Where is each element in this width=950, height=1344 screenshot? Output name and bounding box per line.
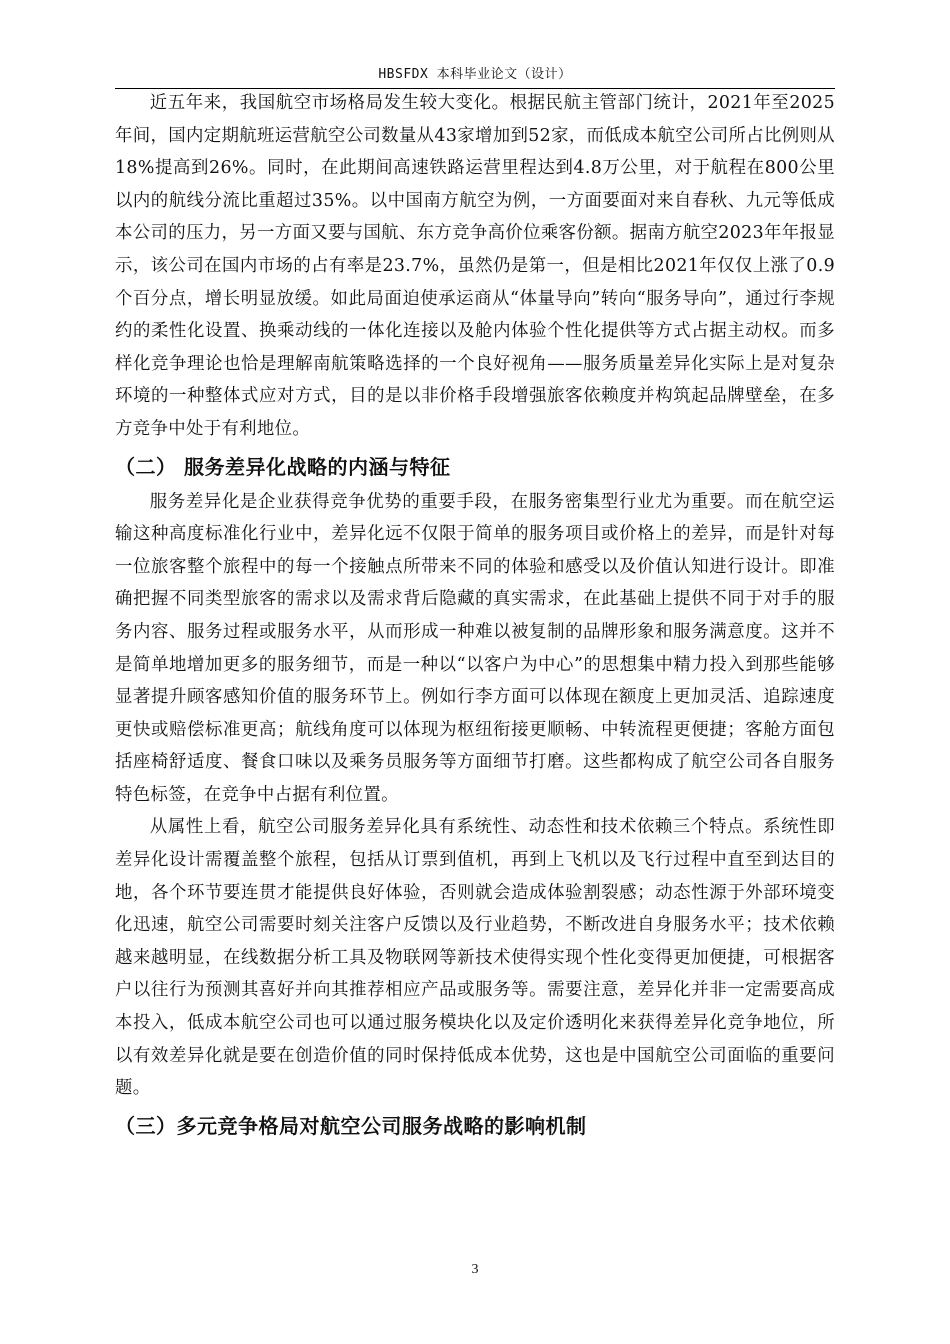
- document-body: [115, 87, 835, 1145]
- page-header: HBSFDX 本科毕业论文（设计）: [115, 66, 835, 89]
- page-number: 3: [471, 1262, 479, 1277]
- section-heading-3: （三）多元竞争格局对航空公司服务战略的影响机制: [115, 1113, 587, 1138]
- section-heading-2: （二） 服务差异化战略的内涵与特征: [115, 454, 451, 479]
- paragraph-differentiation-definition: 服务差异化是企业获得竞争优势的重要手段，在服务密集型行业尤为重要。而在航空运输这种高度标准化行业中，差异化远不仅限于简单的服务项目或价格上的差异，而是针对每一位旅客整个旅程中的每一个接触点所带来不同的体验和感受以及价值认知进行设计。即准确把握不同类型旅客的需求以及需求背后隐藏的真实需求，在此基础上提供不同于对手的服务内容、服务过程或服务水平，从而形成一种难以被复制的品牌形象和服务满意度。这并不是简单地增加更多的服务细节，而是一种以“以客户为中心”的思想集中精力投入到那些能够显著提升顾客感知价值的服务环节上。例如行李方面可以体现在额度上更加灵活、追踪速度更快或赔偿标准更高；航线角度可以体现为枢纽衔接更顺畅、中转流程更便捷；客舱方面包括座椅舒适度、餐食口味以及乘务员服务等方面细节打磨。这些都构成了航空公司各自服务特色标签，在竞争中占据有利位置。: [115, 491, 835, 805]
- paragraph-market-landscape: 近五年来，我国航空市场格局发生较大变化。根据民航主管部门统计，2021年至2025年间，国内定期航班运营航空公司数量从43家增加到52家，而低成本航空公司所占比例则从18%提高到26%。同时，在此期间高速铁路运营里程达到4.8万公里，对于航程在800公里以内的航线分流比重超过35%。以中国南方航空为例，一方面要面对来自春秋、九元等低成本公司的压力，另一方面又要与国航、东方竞争高价位乘客份额。据南方航空2023年年报显示，该公司在国内市场的占有率是23.7%，虽然仍是第一，但是相比2021年仅仅上涨了0.9个百分点，增长明显放缓。如此局面迫使承运商从“体量导向”转向“服务导向”，通过行李规约的柔性化设置、换乘动线的一体化连接以及舱内体验个性化提供等方式占据主动权。而多样化竞争理论也恰是理解南航策略选择的一个良好视角——服务质量差异化实际上是对复杂环境的一种整体式应对方式，目的是以非价格手段增强旅客依赖度并构筑起品牌壁垒，在多方竞争中处于有利地位。: [115, 93, 835, 439]
- paragraph-differentiation-attributes: 从属性上看，航空公司服务差异化具有系统性、动态性和技术依赖三个特点。系统性即差异化设计需覆盖整个旅程，包括从订票到值机，再到上飞机以及飞行过程中直至到达目的地，各个环节要连贯才能提供良好体验，否则就会造成体验割裂感；动态性源于外部环境变化迅速，航空公司需要时刻关注客户反馈以及行业趋势，不断改进自身服务水平；技术依赖越来越明显，在线数据分析工具及物联网等新技术使得实现个性化变得更加便捷，可根据客户以往行为预测其喜好并向其推荐相应产品或服务等。需要注意，差异化并非一定需要高成本投入，低成本航空公司也可以通过服务模块化以及定价透明化来获得差异化竞争地位，所以有效差异化就是要在创造价值的同时保持低成本优势，这也是中国航空公司面临的重要问题。: [115, 817, 835, 1099]
